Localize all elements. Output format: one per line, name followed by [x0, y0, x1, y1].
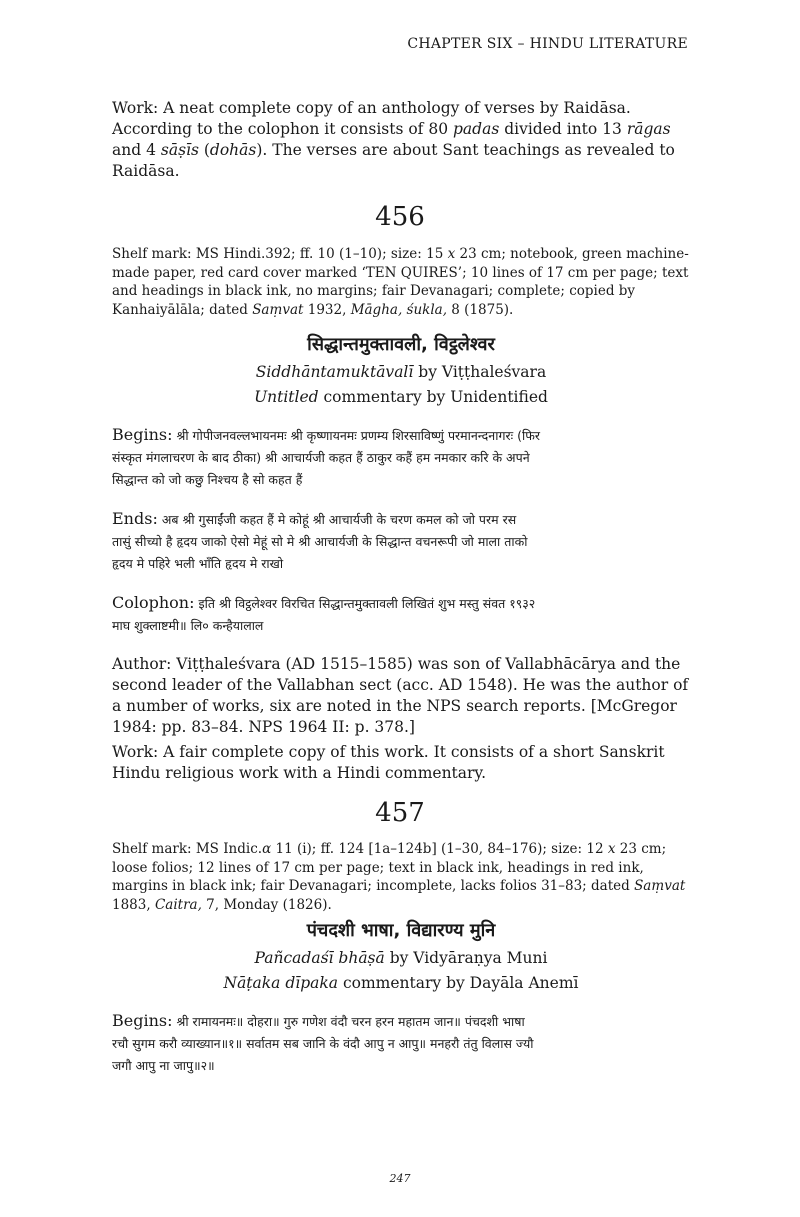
entry-number-457: 457 — [375, 798, 425, 828]
work-label: Work: — [112, 99, 159, 117]
running-head: CHAPTER SIX – HINDU LITERATURE — [407, 36, 688, 52]
begins-label: Begins: — [112, 425, 173, 444]
author-456: Author: Viṭṭhaleśvara (AD 1515–1585) was son of Vallabhācārya and the second leader of the Vallabhan sect (acc. AD 1548). He was the author of a number of works, six are noted in the NPS search reports. [McGregor 1984: pp. 83–84. NPS 1964 II: p. 378.] — [112, 655, 689, 736]
title-devanagari-456: सिद्धान्तमुक्तावली, विट्ठलेश्वर — [307, 334, 495, 355]
commentary-456: Untitled commentary by Unidentified — [254, 388, 548, 406]
shelf-mark-457: Shelf mark: MS Indic.α 11 (i); ff. 124 [1a–124b] (1–30, 84–176); size: 12 x 23 cm; loose folios; 12 lines of 17 cm per page; text in black ink, headings in red ink, margins in black ink; fair Devanagari; incomplete, lacks folios 31–83; dated Saṃvat 1883, Caitra, 7, Monday (1826). — [112, 841, 686, 913]
title-devanagari-457: पंचदशी भाषा, विद्यारण्य मुनि — [306, 920, 496, 941]
commentary-457: Nāṭaka dīpaka commentary by Dayāla Anemī — [223, 974, 579, 992]
title-roman-456: Siddhāntamuktāvalī by Viṭṭhaleśvara — [255, 363, 547, 381]
colophon-label: Colophon: — [112, 593, 195, 612]
colophon-456: Colophon: इति श्री विट्ठलेश्वर विरचित सिद्धान्तमुक्तावली लिखितं शुभ मस्तु संवत १९३२ माघ शुक्लाष्टमी॥ लि० कन्हैयालाल — [112, 593, 536, 633]
ends-label: Ends: — [112, 509, 158, 528]
begins-label: Begins: — [112, 1011, 173, 1030]
work-456: Work: A fair complete copy of this work. It consists of a short Sanskrit Hindu religious work with a Hindi commentary. — [112, 743, 665, 782]
shelf-mark-456: Shelf mark: MS Hindi.392; ff. 10 (1–10); size: 15 x 23 cm; notebook, green machine-made paper, red card cover marked ‘TEN QUIRES’; 10 lines of 17 cm per page; text and headings in black ink, no margins; fair Devanagari; complete; copied by Kanhaiyālāla; dated Saṃvat 1932, Māgha, śukla, 8 (1875). — [112, 246, 689, 318]
page-number: 247 — [389, 1172, 411, 1185]
entry-number-456: 456 — [375, 202, 425, 232]
begins-457: Begins: श्री रामायनमः॥ दोहरा॥ गुरु गणेश वंदौ चरन हरन महातम जान॥ पंचदशी भाषा रचौ सुगम करौ व्याख्यान॥१॥ सर्वातम सब जानि के वंदौ आपु न आपु॥ मनहरौ तंतु विलास ज्यौ जगौ आपु ना जापु॥२॥ — [112, 1011, 534, 1073]
ends-456: Ends: अब श्री गुसाईंजी कहत हैं मे कोहूं श्री आचार्यजी के चरण कमल को जो परम रस तासुं सीच्यो है हृदय जाको ऐसो मेहूं सो मे श्री आचार्यजी के सिद्धान्त वचनरूपी जो माला ताको हृदय मे पहिरे भली भाँति हृदय मे राखो — [112, 509, 528, 571]
begins-456: Begins: श्री गोपीजनवल्लभायनमः श्री कृष्णायनमः प्रणम्य शिरसाविष्णुं परमानन्दनागरः (फिर संस्कृत मंगलाचरण के बाद ठीका) श्री आचार्यजी कहत हैं ठाकुर कहैं हम नमकार करि के अपने सिद्धान्त को जो कछु निश्चय है सो कहत हैं — [112, 425, 540, 487]
intro-work-paragraph: Work: A neat complete copy of an anthology of verses by Raidāsa. According to the colophon it consists of 80 padas divided into 13 rāgas and 4 sāṣīs (dohās). The verses are about Sant teachings as revealed to Raidāsa. — [112, 99, 675, 180]
title-roman-457: Pañcadaśī bhāṣā by Vidyāraṇya Muni — [254, 949, 548, 967]
